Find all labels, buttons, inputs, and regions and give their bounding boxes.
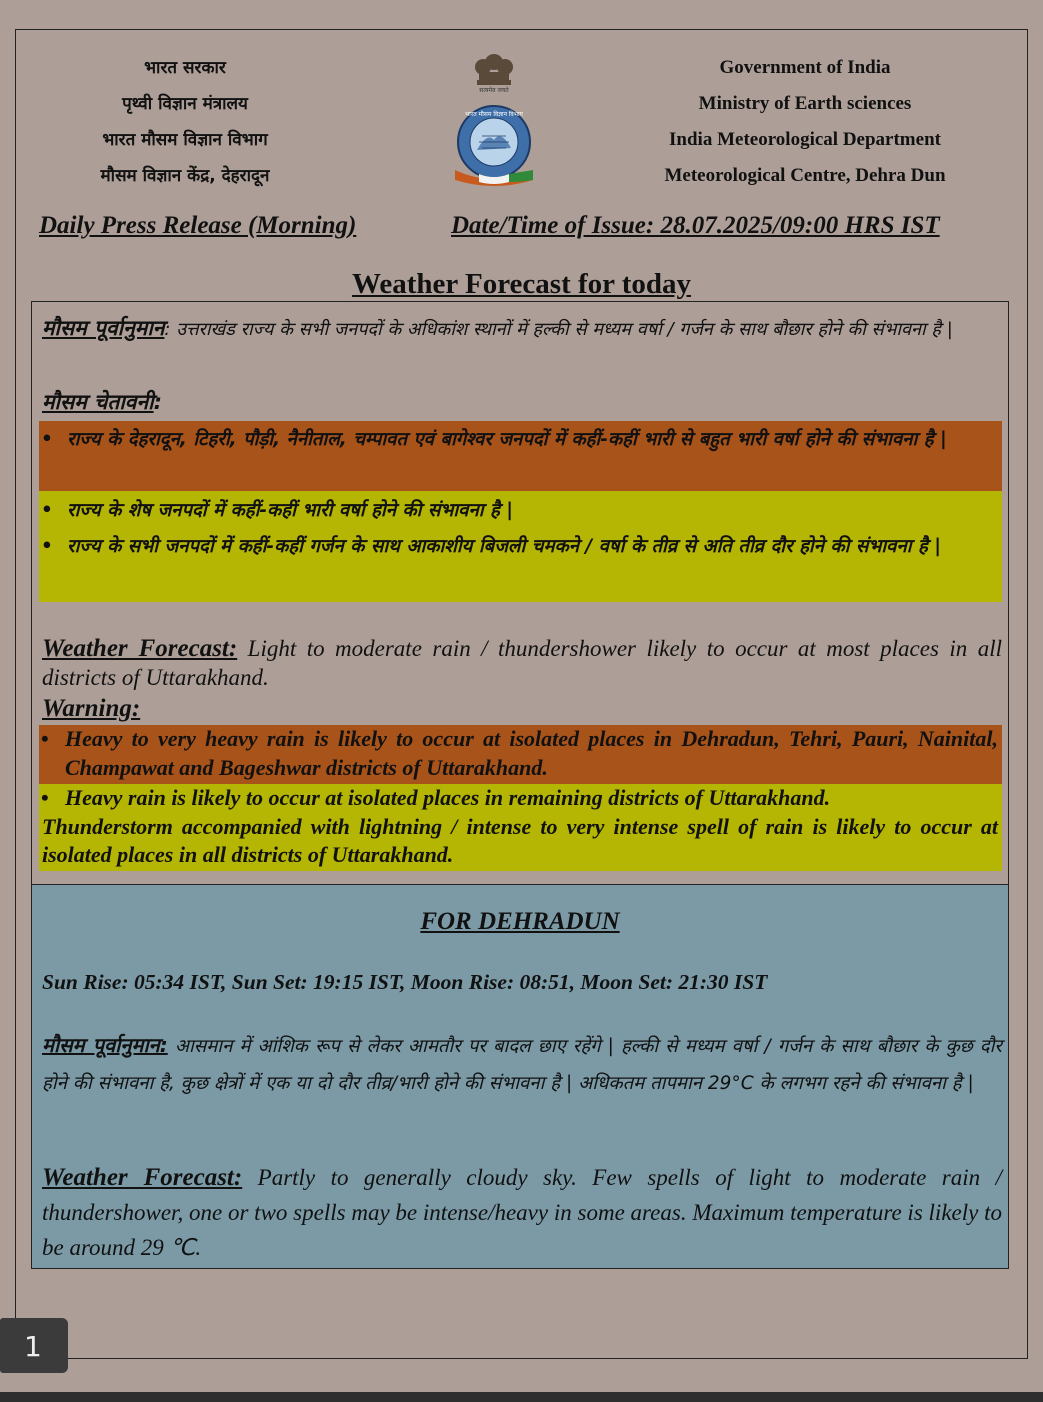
dehradun-hi-forecast (42, 1027, 1002, 1102)
header-en-line-3: India Meteorological Department (669, 129, 941, 150)
header-hi-line-4: मौसम विज्ञान केंद्र, देहरादून (100, 166, 270, 186)
state-hi-warning-heading: मौसम चेतावनी: (42, 390, 162, 414)
en-warning-3: Thunderstorm accompanied with lightning / intense to very intense spell of rain is likely to occur at isolated places in all districts of Uttarakhand. (42, 813, 998, 867)
page-title: Weather Forecast for today (351, 268, 692, 300)
release-type: Daily Press Release (Morning) (39, 212, 357, 239)
dehradun-heading: FOR DEHRADUN (420, 908, 620, 935)
svg-text:सत्यमेव जयते: सत्यमेव जयते (479, 87, 509, 94)
imd-logo-icon (455, 106, 533, 186)
state-en-forecast (42, 634, 1002, 692)
issue-datetime: Date/Time of Issue: 28.07.2025/09:00 HRS IST (451, 212, 940, 239)
ashoka-emblem-icon (475, 54, 513, 85)
bottom-bar (0, 1392, 1043, 1402)
state-en-forecast-text: Light to moderate rain / thundershower likely to occur at most places in all districts of Uttarakhand. (42, 636, 1002, 690)
hi-warning-orange (39, 421, 1002, 492)
hi-warning-3: • राज्य के सभी जनपदों में कहीं-कहीं गर्जन के साथ आकाशीय बिजली चमकने / वर्षा के तीव्र से अति तीव्र दौर होने की संभावना है | (39, 529, 1002, 565)
dehradun-en-forecast-label: Weather Forecast: (42, 1164, 243, 1191)
dehradun-hi-forecast-label: मौसम पूर्वानुमान: (42, 1033, 168, 1057)
dehradun-hi-forecast-text: आसमान में आंशिक रूप से लेकर आमतौर पर बादल छाए रहेंगे | हल्की से मध्यम वर्षा / गर्जन के साथ बौछार के कुछ दौर होने की संभावना है, कुछ क्षेत्रों में एक या दो दौर तीव्र/भारी होने की संभावना है | अधिकतम तापमान 29°C के लगभग रहने की संभावना है | (42, 1036, 1002, 1094)
hi-warning-olive (39, 491, 1002, 602)
header-en-line-2: Ministry of Earth sciences (698, 93, 912, 114)
state-hi-forecast-text: : उत्तराखंड राज्य के सभी जनपदों के अधिकांश स्थानों में हल्की से मध्यम वर्षा / गर्जन के साथ बौछार होने की संभावना है | (164, 319, 953, 340)
en-warning-orange (39, 725, 1002, 784)
hi-warning-2: • राज्य के शेष जनपदों में कहीं-कहीं भारी वर्षा होने की संभावना है | (39, 493, 1002, 529)
en-warning-2-text: Heavy rain is likely to occur at isolated places in remaining districts of Uttarakhand. (65, 785, 831, 810)
en-warning-1-text: Heavy to very heavy rain is likely to occur at isolated places in Dehradun, Tehri, Pauri, Nainital, Champawat and Bageshwar districts of Uttarakhand. (65, 726, 998, 780)
header-hi-line-3: भारत मौसम विज्ञान विभाग (102, 130, 268, 150)
sun-moon-times: Sun Rise: 05:34 IST, Sun Set: 19:15 IST, Moon Rise: 08:51, Moon Set: 21:30 IST (42, 970, 768, 994)
header-en-line-4: Meteorological Centre, Dehra Dun (664, 165, 946, 186)
hi-warning-1: • राज्य के देहरादून, टिहरी, पौड़ी, नैनीताल, चम्पावत एवं बागेश्वर जनपदों में कहीं-कहीं भारी से बहुत भारी वर्षा होने की संभावना है | (39, 422, 1002, 458)
state-en-warning-label: Warning: (42, 695, 141, 722)
emblem-logo (449, 52, 539, 192)
dehradun-en-forecast (42, 1160, 1002, 1265)
en-warning-olive (39, 784, 1002, 871)
state-en-forecast-label: Weather Forecast: (42, 635, 238, 662)
state-en-warning-heading (42, 694, 1002, 724)
header-english (640, 50, 970, 194)
dehradun-en-forecast-text: Partly to generally cloudy sky. Few spells of light to moderate rain / thundershower, one or two spells may be intense/heavy in some areas. Maximum temperature is likely to be around 29 ℃. (42, 1165, 1002, 1260)
state-hi-warning-label: मौसम चेतावनी (42, 390, 154, 414)
svg-text:भारत मौसम विज्ञान विभाग: भारत मौसम विज्ञान विभाग (465, 111, 523, 118)
en-warning-2: • Heavy rain is likely to occur at isolated places in remaining districts of Uttarakhand. (41, 785, 831, 810)
en-warning-1: • Heavy to very heavy rain is likely to occur at isolated places in Dehradun, Tehri, Pauri, Nainital, Champawat and Bageshwar districts of Uttarakhand. (41, 726, 998, 780)
header-hi-line-2: पृथ्वी विज्ञान मंत्रालय (122, 94, 248, 114)
header-en-line-1: Government of India (719, 57, 891, 78)
header-hindi (40, 50, 330, 194)
state-hi-forecast-label: मौसम पूर्वानुमान (42, 316, 165, 340)
header-hi-line-1: भारत सरकार (144, 58, 226, 78)
page-number-badge: 1 (0, 1318, 68, 1373)
state-hi-forecast (42, 310, 1002, 348)
